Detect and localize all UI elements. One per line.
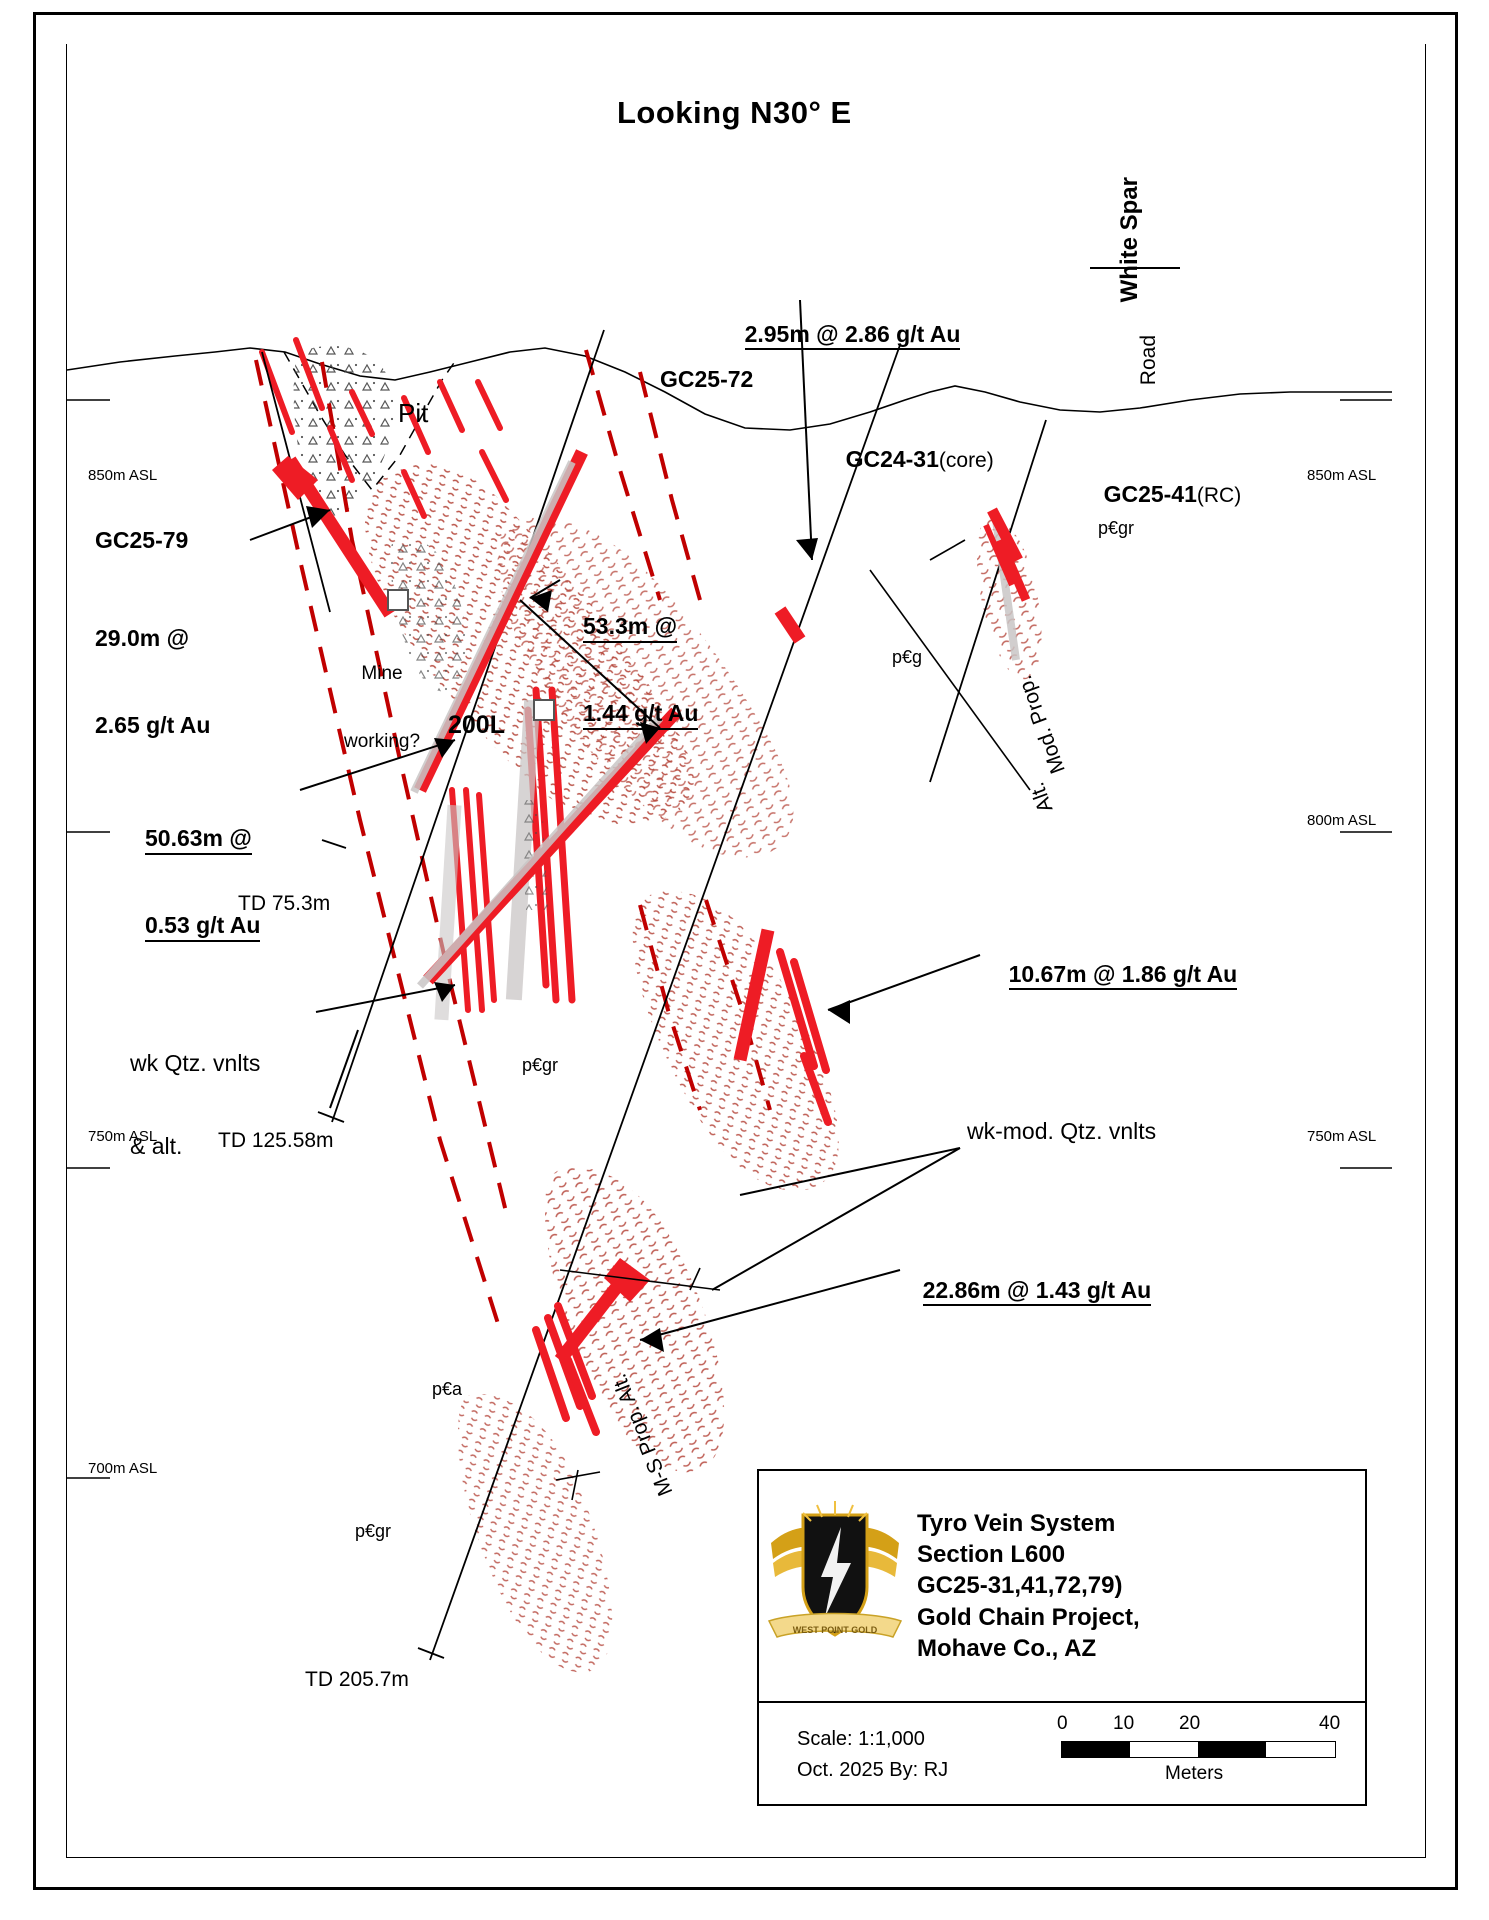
mine-working-line2: working? [344, 730, 421, 752]
ms-prop-alt-label [607, 1345, 678, 1531]
legend-box [757, 1469, 1367, 1806]
gc25-41-id: GC25-41 [1103, 480, 1197, 507]
assay-50-63m-line1: 50.63m @ [145, 825, 252, 855]
scalebar-units: Meters [1165, 1763, 1224, 1784]
pit-label: Pit [398, 398, 429, 428]
legend-scale-block [759, 1724, 1047, 1786]
date-author: Oct. 2025 By: RJ [797, 1758, 949, 1781]
assay-29m-line2: 2.65 g/t Au [95, 711, 211, 738]
scalebar-label-40: 40 [1319, 1713, 1341, 1734]
svg-text:WEST POINT GOLD: WEST POINT GOLD [792, 1625, 878, 1635]
td-205-label: TD 205.7m [305, 1668, 409, 1691]
td-125-label: TD 125.58m [218, 1129, 334, 1152]
lith-label-pca: p€a [432, 1379, 463, 1399]
scale-bar [1047, 1703, 1365, 1806]
assay-53-3m [583, 558, 698, 785]
asl-left-700: 700m ASL [88, 1460, 158, 1477]
assay-10-67m [983, 933, 1237, 1018]
assay-2-95m [719, 293, 960, 378]
asl-right-800: 800m ASL [1307, 812, 1377, 829]
ms-prop-alt-text: M-S Prop. Alt. [607, 1370, 678, 1500]
road-label [1113, 310, 1162, 417]
assay-2-95m-text: 2.95m @ 2.86 g/t Au [745, 321, 961, 351]
mine-working-label [344, 617, 420, 799]
scalebar-label-20: 20 [1179, 1713, 1201, 1734]
lith-label-pcgr-upper: p€gr [1098, 518, 1135, 538]
hole-label-gc24-31 [820, 418, 994, 501]
legend-line-1: Tyro Vein System [917, 1510, 1116, 1538]
legend-title-row [759, 1471, 1365, 1703]
wk-mod-qtz-vnlts-label: wk-mod. Qtz. vnlts [967, 1118, 1157, 1144]
asl-right-750: 750m ASL [1307, 1128, 1377, 1145]
lith-label-pcgr-lower: p€gr [355, 1521, 392, 1541]
gc24-31-id: GC24-31 [845, 445, 939, 472]
legend-line-3: GC25-31,41,72,79) [917, 1572, 1123, 1600]
company-logo [759, 1471, 911, 1701]
lith-label-pcg: p€g [892, 647, 923, 667]
assay-29m-line1: 29.0m @ [95, 625, 190, 652]
assay-53-3m-line2: 1.44 g/t Au [583, 700, 698, 730]
assay-29m [95, 570, 210, 795]
assay-10-67m-text: 10.67m @ 1.86 g/t Au [1009, 961, 1238, 991]
mod-prop-alt-label: Mod. Prop. Alt. [1013, 672, 1071, 816]
gc24-31-suffix: (core) [938, 448, 994, 472]
legend-line-4: Gold Chain Project, [917, 1603, 1140, 1631]
hole-label-gc25-72: GC25-72 [660, 366, 754, 392]
scale-ratio: Scale: 1:1,000 [797, 1727, 925, 1750]
assay-22-86m [897, 1249, 1151, 1334]
td-75-label: TD 75.3m [238, 892, 331, 915]
road-text: Road [1137, 335, 1161, 386]
assay-22-86m-text: 22.86m @ 1.43 g/t Au [923, 1277, 1152, 1307]
scalebar-label-0: 0 [1057, 1713, 1068, 1734]
asl-left-750: 750m ASL [88, 1128, 158, 1145]
hole-label-gc25-79: GC25-79 [95, 527, 189, 553]
figure-title: Looking N30° E [617, 95, 852, 130]
assay-50-63m-line2: 0.53 g/t Au [145, 912, 260, 942]
assay-53-3m-line1: 53.3m @ [583, 613, 677, 643]
scalebar-label-10: 10 [1113, 1713, 1135, 1734]
level-200-label: 200L [448, 711, 505, 739]
white-spar-text: White Spar [1115, 176, 1143, 303]
scalebar-graphic [1061, 1741, 1336, 1758]
legend-scale-row [759, 1703, 1365, 1806]
asl-right-850: 850m ASL [1307, 467, 1377, 484]
asl-left-850: 850m ASL [88, 467, 158, 484]
legend-line-5: Mohave Co., AZ [917, 1634, 1097, 1662]
lith-label-pcgr-center: p€gr [522, 1055, 559, 1075]
assay-50-63m [145, 770, 260, 997]
legend-title-text [911, 1508, 1140, 1664]
legend-line-2: Section L600 [917, 1541, 1066, 1569]
wk-qtz-vnlts-label: wk Qtz. vnlts & alt. [130, 1050, 261, 1159]
mine-working-line1: Mine [361, 662, 403, 684]
gc25-41-suffix: (RC) [1196, 483, 1242, 507]
